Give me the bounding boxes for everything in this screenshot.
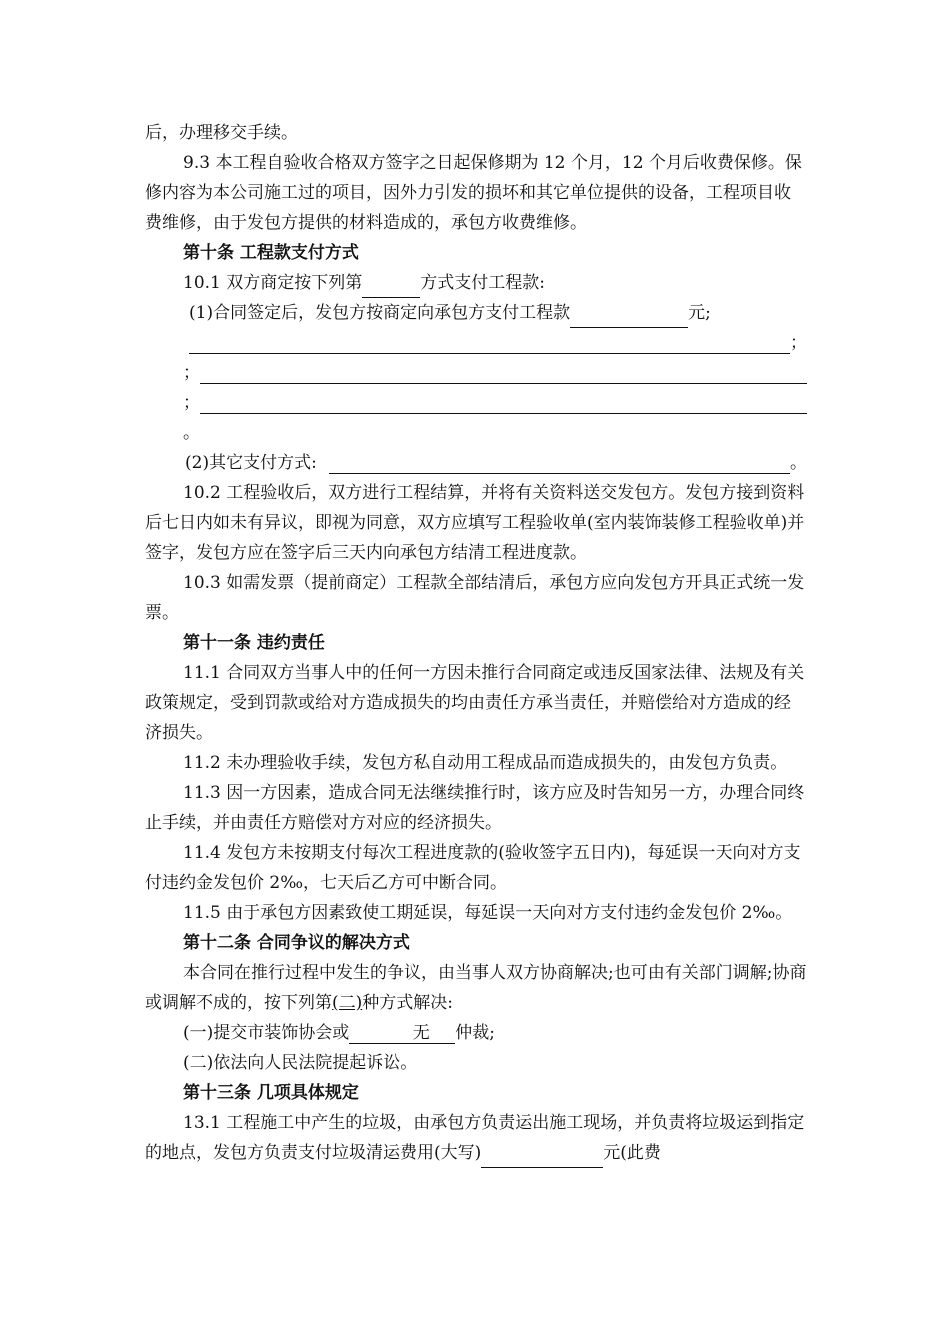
para-handover: 后，办理移交手续。 xyxy=(145,123,298,143)
blank-line-3[interactable] xyxy=(200,393,807,414)
para-12-option-1 xyxy=(145,1018,807,1048)
fill-line-3 xyxy=(145,388,807,418)
fill-line-1 xyxy=(145,328,807,358)
other-payment-blank[interactable] xyxy=(329,453,790,474)
payment-method-blank[interactable] xyxy=(362,277,420,298)
para-10-3: 10.3 如需发票（提前商定）工程款全部结清后，承包方应向发包方开具正式统一发票。 xyxy=(145,573,805,623)
dispute-choice: (二) xyxy=(332,993,363,1013)
arbitration-body-blank[interactable]: 无 xyxy=(349,1023,455,1044)
option-arbitration-end: 仲裁; xyxy=(455,1023,495,1043)
fill-line-2 xyxy=(145,358,807,388)
para-10-1 xyxy=(145,268,807,298)
para-11-5: 11.5 由于承包方因素致使工期延误，每延误一天向对方支付违约金发包价 2‰。 xyxy=(183,903,793,923)
para-13-1-text-b: 元(此费 xyxy=(603,1143,661,1163)
heading-article-12: 第十二条 合同争议的解决方式 xyxy=(183,933,410,953)
option-arbitration-text: (一)提交市装饰协会或 xyxy=(183,1023,350,1043)
blank-line-1[interactable] xyxy=(189,333,790,354)
option-1-text: (1)合同签定后，发包方按商定向承包方支付工程款 xyxy=(189,303,571,323)
para-10-1-option-1 xyxy=(145,298,807,328)
para-12-text-b: 种方式解决: xyxy=(362,993,453,1013)
para-11-3: 11.3 因一方因素，造成合同无法继续推行时，该方应及时告知另一方，办理合同终止手续，并由责任方赔偿对方对应的经济损失。 xyxy=(145,783,805,833)
para-12-option-2: (二)依法向人民法院提起诉讼。 xyxy=(183,1053,418,1073)
para-13-1 xyxy=(145,1108,807,1168)
heading-article-13: 第十三条 几项具体规定 xyxy=(183,1083,359,1103)
para-12-text-a: 本合同在推行过程中发生的争议，由当事人双方协商解决;也可由有关部门调解;协商或调解不成的，按下列第 xyxy=(145,963,807,1013)
period-line: 。 xyxy=(183,423,200,443)
option-1-unit: 元; xyxy=(688,303,711,323)
heading-article-10: 第十条 工程款支付方式 xyxy=(183,243,359,263)
semicolon-1: ； xyxy=(790,333,807,353)
para-11-2: 11.2 未办理验收手续，发包方私自动用工程成品而造成损失的，由发包方负责。 xyxy=(183,753,788,773)
para-11-1: 11.1 合同双方当事人中的任何一方因未推行合同商定或违反国家法律、法规及有关政策规定，受到罚款或给对方造成损失的均由责任方承当责任，并赔偿给对方造成的经济损失。 xyxy=(145,663,805,743)
para-10-1-text-a: 10.1 双方商定按下列第 xyxy=(183,273,363,293)
semicolon-2: ； xyxy=(183,363,200,383)
garbage-fee-blank[interactable] xyxy=(481,1147,603,1168)
option-2-end: 。 xyxy=(790,453,807,473)
para-13-1-text-a: 13.1 工程施工中产生的垃圾，由承包方负责运出施工现场，并负责将垃圾运到指定的地点，发包方负责支付垃圾清运费用(大写) xyxy=(145,1113,805,1163)
payment-amount-blank[interactable] xyxy=(570,307,688,328)
para-10-2: 10.2 工程验收后，双方进行工程结算，并将有关资料送交发包方。发包方接到资料后七日内如未有异议，即视为同意，双方应填写工程验收单(室内装饰装修工程验收单)并签字，发包方应在签字后三天内向承包方结清工程进度款。 xyxy=(145,483,805,563)
heading-article-11: 第十一条 违约责任 xyxy=(183,633,325,653)
option-2-text: (2)其它支付方式: xyxy=(185,453,317,473)
para-11-4: 11.4 发包方未按期支付每次工程进度款的(验收签字五日内)，每延误一天向对方支付违约金发包价 2‰，七天后乙方可中断合同。 xyxy=(145,843,801,893)
semicolon-3: ； xyxy=(183,393,200,413)
para-9-3: 9.3 本工程自验收合格双方签字之日起保修期为 12 个月，12 个月后收费保修。保修内容为本公司施工过的项目，因外力引发的损坏和其它单位提供的设备，工程项目收费维修，由于发包方提供的材料造成的，承包方收费维修。 xyxy=(145,153,802,233)
para-12 xyxy=(145,958,807,1018)
blank-line-2[interactable] xyxy=(200,363,807,384)
para-10-1-text-b: 方式支付工程款: xyxy=(420,273,545,293)
document-page xyxy=(145,118,807,1168)
para-10-1-option-2 xyxy=(145,448,807,478)
